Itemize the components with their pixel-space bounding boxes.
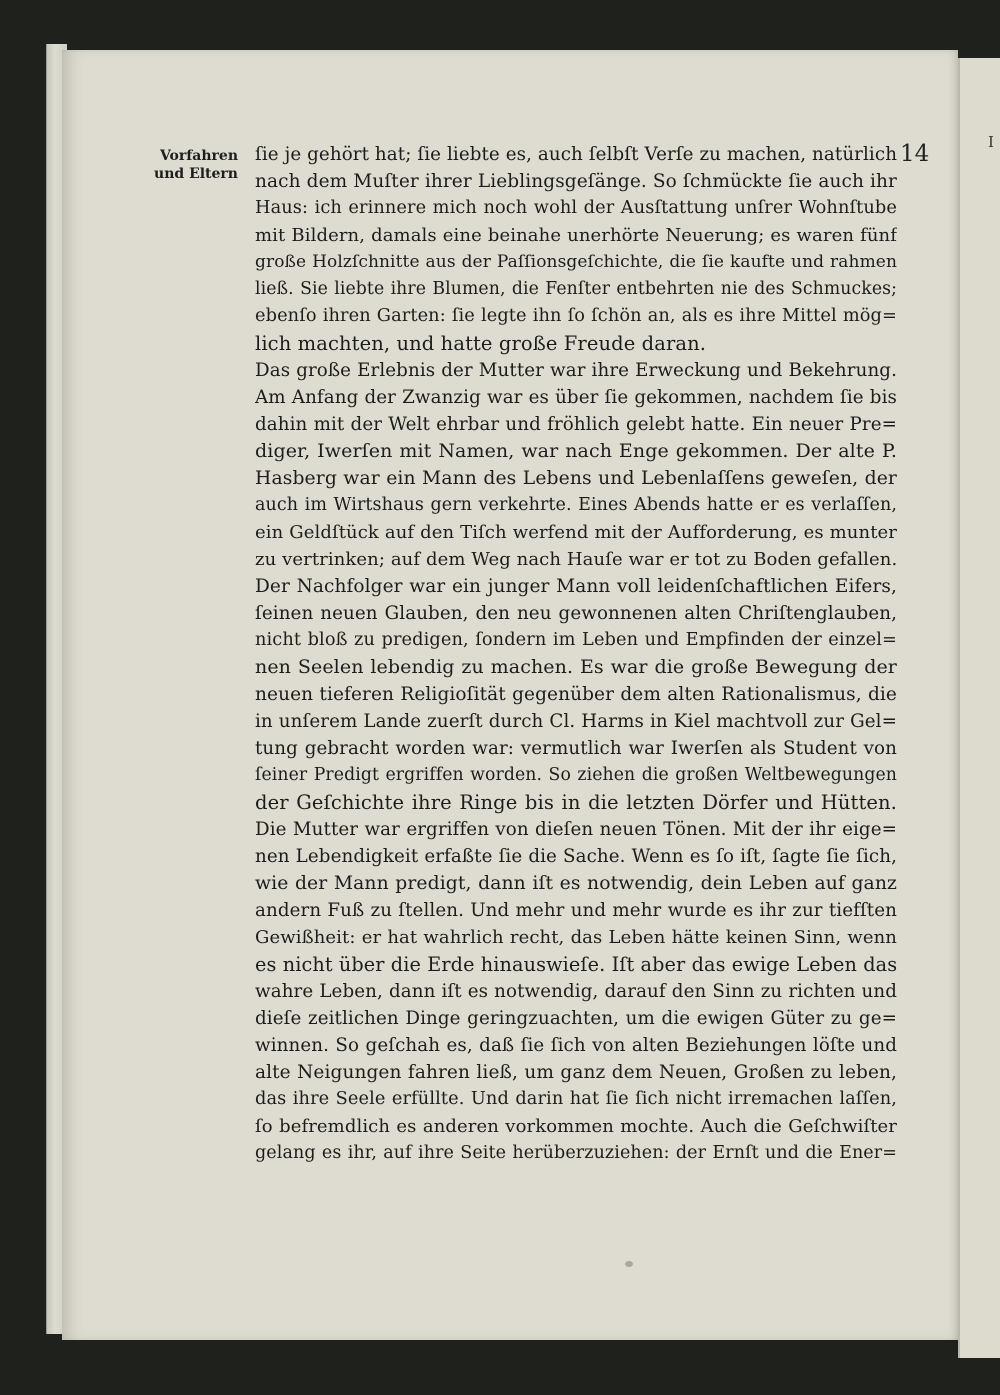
text-line: Am Anfang der Zwanzig war es über ſie gekommen, nachdem ſie bis [255,387,897,408]
page-number: 14 [900,141,930,167]
text-line: der Geſchichte ihre Ringe bis in die letzten Dörfer und Hütten. [255,791,897,814]
text-line: dieſe zeitlichen Dinge geringzuachten, um die ewigen Güter zu ge= [255,1008,897,1029]
text-line: nen Lebendigkeit erfaßte ſie die Sache. Wenn es ſo iſt, ſagte ſie ſich, [255,846,897,867]
text-line: andern Fuß zu ſtellen. Und mehr und mehr wurde es ihr zur tiefſten [255,900,897,921]
text-line: neuen tieferen Religioſität gegenüber dem alten Rationalismus, die [255,684,897,705]
text-line: tung gebracht worden war: vermutlich war Iwerſen als Student von [255,738,897,759]
text-line: winnen. So geſchah es, daß ſie ſich von alten Beziehungen löſte und [255,1035,897,1056]
margin-note [146,147,238,183]
text-line: in unſerem Lande zuerſt durch Cl. Harms in Kiel machtvoll zur Gel= [255,711,897,732]
text-line: Gewißheit: er hat wahrlich recht, das Leben hätte keinen Sinn, wenn [255,927,897,948]
text-line: ein Geldſtück auf den Tiſch werfend mit der Aufforderung, es munter [255,522,897,543]
text-line: nach dem Muſter ihrer Lieblingsgeſänge. So ſchmückte ſie auch ihr [255,171,897,192]
facing-page-edge [958,58,1000,1358]
text-line: es nicht über die Erde hinauswieſe. Iſt aber das ewige Leben das [255,953,897,976]
text-line: ſie je gehört hat; ſie liebte es, auch ſelbſt Verſe zu machen, natürlich [255,144,897,165]
text-line: nicht bloß zu predigen, ſondern im Leben und Empfinden der einzel= [255,630,897,650]
text-line: ſo befremdlich es anderen vorkommen mochte. Auch die Geſchwiſter [255,1116,897,1137]
text-line: Der Nachfolger war ein junger Mann voll leidenſchaftlichen Eifers, [255,576,897,597]
text-line: ſeinen neuen Glauben, den neu gewonnenen alten Chriſtenglauben, [255,603,897,624]
text-line: ebenſo ihren Garten: ſie legte ihn ſo ſchön an, als es ihre Mittel mög= [255,306,897,326]
text-line: Haus: ich erinnere mich noch wohl der Ausſtattung unſrer Wohnſtube [255,198,897,218]
text-line: wie der Mann predigt, dann iſt es notwendig, dein Leben auf ganz [255,873,897,894]
margin-note-line: und Eltern [154,166,238,182]
text-line: lich machten, und hatte große Freude daran. [255,332,707,355]
margin-note-line: Vorfahren [159,148,238,164]
text-line: auch im Wirtshaus gern verkehrte. Eines Abends hatte er es verlaſſen, [255,495,897,515]
paper-smudge [625,1261,633,1267]
text-line: gelang es ihr, auf ihre Seite herüberzuziehen: der Ernſt und die Ener= [255,1143,897,1163]
text-line: ſeiner Predigt ergriffen worden. So ziehen die großen Weltbewegungen [255,765,897,785]
text-line: Die Mutter war ergriffen von dieſen neuen Tönen. Mit der ihr eige= [255,819,897,840]
text-line: zu vertrinken; auf dem Weg nach Hauſe war er tot zu Boden gefallen. [255,549,897,570]
text-line: große Holzſchnitte aus der Paſſionsgeſchichte, die ſie kaufte und rahmen [255,252,897,272]
text-line: ließ. Sie liebte ihre Blumen, die Fenſter entbehrten nie des Schmuckes; [255,279,897,299]
text-line: alte Neigungen fahren ließ, um ganz dem Neuen, Großen zu leben, [255,1062,897,1083]
text-line: wahre Leben, dann iſt es notwendig, darauf den Sinn zu richten und [255,981,897,1002]
text-line: Hasberg war ein Mann des Lebens und Lebenlaſſens geweſen, der [255,468,897,489]
text-line: diger, Iwerſen mit Namen, war nach Enge gekommen. Der alte P. [255,440,897,462]
text-line: Das große Erlebnis der Mutter war ihre Erweckung und Bekehrung. [255,360,897,381]
text-line: nen Seelen lebendig zu machen. Es war die große Bewegung der [255,656,897,678]
text-line: dahin mit der Welt ehrbar und fröhlich gelebt hatte. Ein neuer Pre= [255,414,897,435]
text-line: das ihre Seele erfüllte. Und darin hat ſie ſich nicht irremachen laſſen, [255,1089,897,1109]
body-text [255,141,897,1167]
text-line: mit Bildern, damals eine beinahe unerhörte Neuerung; es waren fünf [255,225,897,246]
facing-page-mark: I [988,133,994,151]
